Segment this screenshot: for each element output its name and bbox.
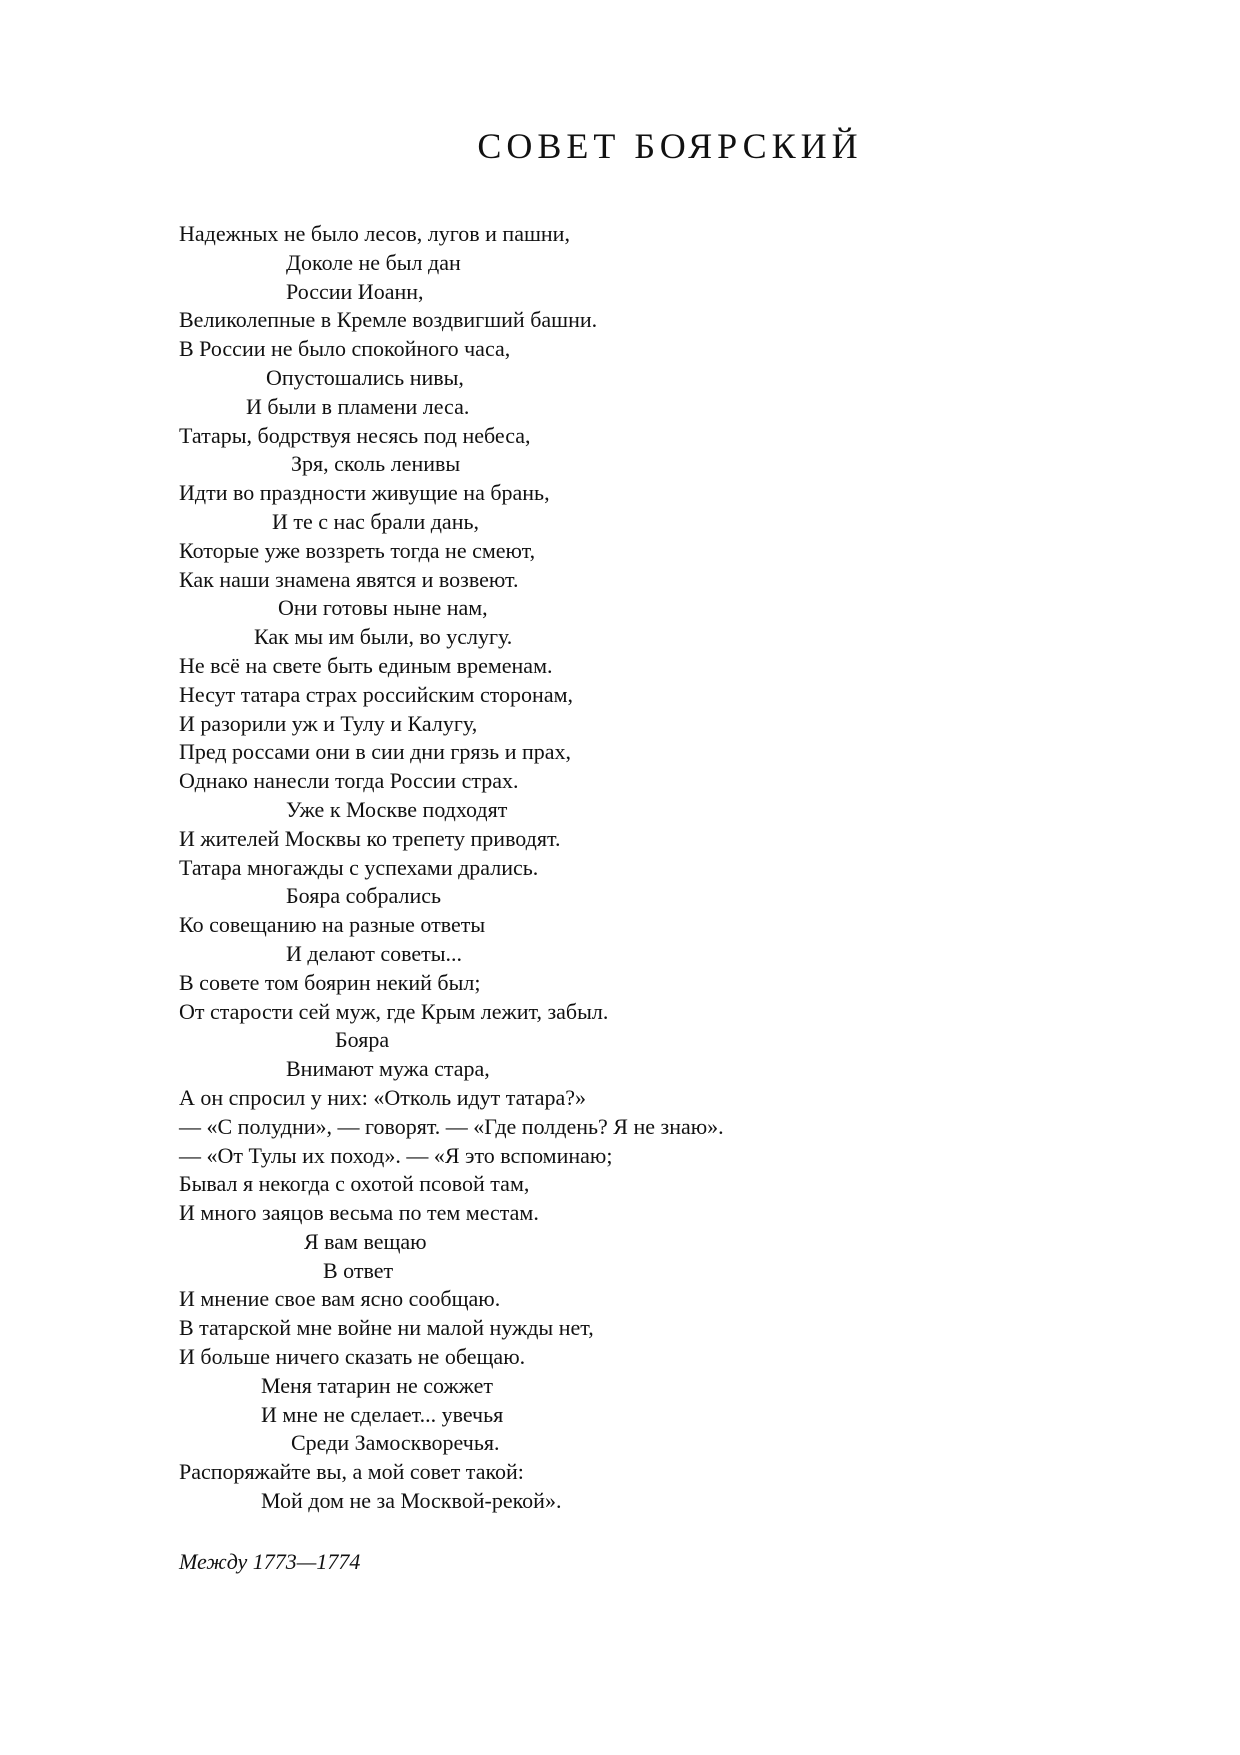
poem-line: Ко совещанию на разные ответы (179, 912, 486, 938)
poem-line: В совете том боярин некий был; (179, 969, 481, 995)
poem-line: В России не было спокойного часа, (179, 336, 511, 362)
poem-line: Как наши знамена явятся и возвеют. (179, 566, 519, 592)
poem-line: Среди Замоскворечья. (291, 1430, 500, 1456)
poem-line: Распоряжайте вы, а мой совет такой: (179, 1459, 524, 1485)
poem-date: Между 1773—1774 (179, 1549, 361, 1574)
poem-line: Пред россами они в сии дни грязь и прах, (179, 739, 572, 765)
poem-line: — «С полудни», — говорят. — «Где полдень? Я не знаю». (179, 1113, 724, 1139)
poem-line: Великолепные в Кремле воздвигший башни. (179, 307, 598, 333)
poem-line: Однако нанесли тогда России страх. (179, 768, 519, 794)
poem-line: Опустошались нивы, (266, 364, 464, 390)
poem-line: Внимают мужа стара, (286, 1056, 490, 1082)
poem-body (179, 220, 1179, 1516)
poem-line: И больше ничего сказать не обещаю. (179, 1344, 526, 1370)
poem-line: И разорили уж и Тулу и Калугу, (179, 710, 478, 736)
poem-line: Доколе не был дан (286, 249, 461, 275)
poem-line: Которые уже воззреть тогда не смеют, (179, 537, 536, 563)
poem-line: России Иоанн, (286, 278, 424, 304)
poem-line: Татара многажды с успехами дрались. (179, 854, 539, 880)
poem-line: И мнение свое вам ясно сообщаю. (179, 1286, 501, 1312)
poem-line: И много заяцов весьма по тем местам. (179, 1200, 539, 1226)
poem-line: Татары, бодрствуя несясь под небеса, (179, 422, 531, 448)
poem-line: Как мы им были, во услугу. (254, 624, 513, 650)
poem-line: Бояра собрались (286, 883, 442, 909)
poem-line: Несут татара страх российским сторонам, (179, 681, 574, 707)
poem-line: Надежных не было лесов, лугов и пашни, (179, 221, 570, 246)
poem-line: Меня татарин не сожжет (261, 1372, 493, 1398)
poem-line: И делают советы... (286, 940, 463, 966)
poem-line: В ответ (323, 1257, 394, 1283)
poem-line: Они готовы ныне нам, (278, 595, 488, 621)
poem-line: В татарской мне войне ни малой нужды нет, (179, 1315, 594, 1341)
poem-title: СОВЕТ БОЯРСКИЙ (477, 126, 863, 166)
poem-line: А он спросил у них: «Отколь идут татара?» (179, 1084, 587, 1110)
poem-line: Бывал я некогда с охотой псовой там, (179, 1171, 530, 1197)
poem-line: Я вам вещаю (304, 1228, 427, 1254)
poem-line: Идти во праздности живущие на брань, (179, 480, 550, 506)
poem-line: И те с нас брали дань, (272, 508, 480, 534)
poem-line: И мне не сделает... увечья (261, 1401, 504, 1427)
poem-line: Мой дом не за Москвой-рекой». (261, 1488, 562, 1514)
poem-line: — «От Тулы их поход». — «Я это вспоминаю; (179, 1142, 613, 1168)
poem-line: Бояра (335, 1027, 390, 1053)
poem-line: И жителей Москвы ко трепету приводят. (179, 825, 561, 851)
poem-line: И были в пламени леса. (246, 393, 470, 419)
poem-line: От старости сей муж, где Крым лежит, забыл. (179, 998, 609, 1024)
poem-line: Уже к Москве подходят (286, 796, 508, 822)
poem-line: Не всё на свете быть единым временам. (179, 652, 553, 678)
poem-line: Зря, сколь ленивы (291, 451, 461, 477)
